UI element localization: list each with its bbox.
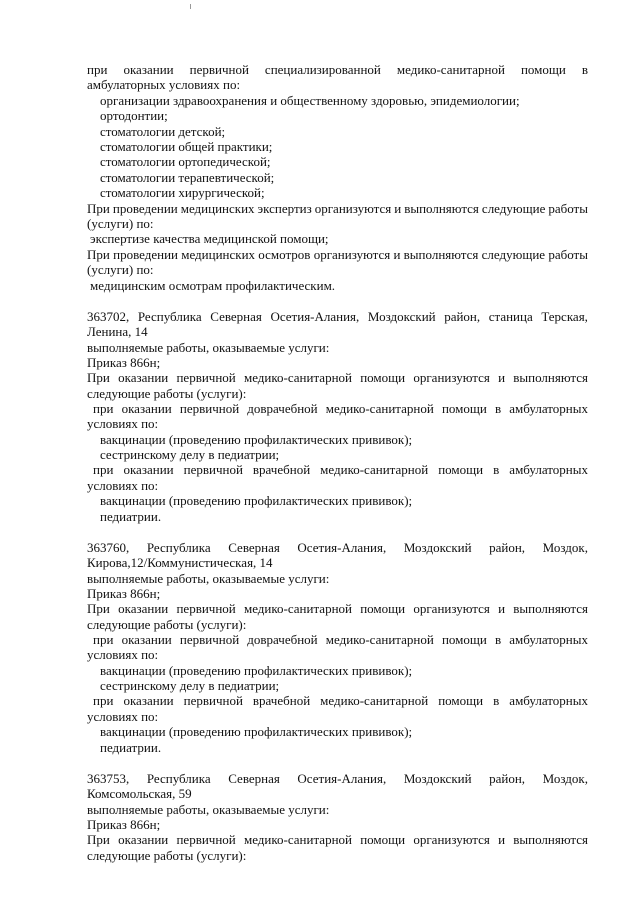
- text-line: вакцинации (проведению профилактических прививок);: [100, 724, 413, 739]
- word: оказании: [123, 62, 174, 77]
- word: оказании: [121, 401, 172, 416]
- word: оказании: [121, 632, 172, 647]
- text-line: медицинским осмотрам профилактическим.: [90, 278, 336, 293]
- word: в: [493, 693, 500, 708]
- text-line: (услуги) по:: [87, 216, 154, 231]
- word: Республика: [146, 540, 211, 555]
- word: организуются: [313, 247, 391, 262]
- word: Моздокский: [367, 309, 436, 324]
- text-line: вакцинации (проведению профилактических прививок);: [100, 493, 413, 508]
- word: медико-санитарной: [396, 62, 505, 77]
- word: помощи: [360, 601, 406, 616]
- word: экспертиз: [257, 201, 312, 216]
- word: медико-санитарной: [325, 632, 434, 647]
- text-line: педиатрии.: [100, 509, 162, 524]
- word: оказании: [123, 693, 174, 708]
- word: амбулаторных: [509, 693, 588, 708]
- word: При: [87, 370, 110, 385]
- word: первичной: [179, 632, 240, 647]
- word: проведении: [113, 247, 178, 262]
- word: При: [87, 247, 110, 262]
- word: врачебной: [252, 693, 311, 708]
- text-line: стоматологии хирургической;: [100, 185, 265, 200]
- word: оказании: [118, 832, 169, 847]
- word: медико-санитарной: [325, 401, 434, 416]
- text-line: сестринскому делу в педиатрии;: [100, 678, 280, 693]
- word: врачебной: [252, 462, 311, 477]
- word: первичной: [179, 401, 240, 416]
- text-line: [87, 62, 588, 77]
- word: работы: [548, 201, 588, 216]
- text-line: следующие работы (услуги):: [87, 848, 247, 863]
- text-line: [87, 832, 588, 847]
- word: специализированной: [264, 62, 381, 77]
- text-line: Ленина, 14: [87, 324, 148, 339]
- scan-mark: [190, 4, 191, 9]
- word: организуются: [413, 832, 490, 847]
- text-line: амбулаторных условиях по:: [87, 77, 241, 92]
- word: при: [93, 401, 114, 416]
- word: первичной: [176, 601, 236, 616]
- word: проведении: [112, 201, 178, 216]
- word: амбулаторных: [509, 632, 588, 647]
- word: медико-санитарной: [243, 370, 352, 385]
- word: Республика: [146, 771, 211, 786]
- word: первичной: [183, 462, 243, 477]
- word: Северная: [228, 540, 280, 555]
- word: район,: [489, 771, 526, 786]
- text-line: [87, 540, 588, 555]
- word: амбулаторных: [509, 462, 588, 477]
- word: Моздокский: [403, 540, 472, 555]
- word: при: [87, 62, 108, 77]
- word: Осетия-Алания,: [270, 309, 360, 324]
- text-line: условиях по:: [87, 416, 159, 431]
- word: первичной: [176, 832, 236, 847]
- word: Терская,: [541, 309, 588, 324]
- word: 363760,: [87, 540, 130, 555]
- word: выполняются: [513, 601, 588, 616]
- word: организуются: [413, 601, 490, 616]
- word: при: [93, 632, 114, 647]
- text-line: стоматологии общей практики;: [100, 139, 273, 154]
- word: доврачебной: [247, 632, 318, 647]
- word: 363702,: [87, 309, 130, 324]
- word: район,: [489, 540, 526, 555]
- text-line: выполняемые работы, оказываемые услуги:: [87, 340, 330, 355]
- text-line: вакцинации (проведению профилактических прививок);: [100, 432, 413, 447]
- word: следующие: [481, 201, 546, 216]
- text-line: следующие работы (услуги):: [87, 617, 247, 632]
- text-line: организации здравоохранения и общественному здоровью, эпидемиологии;: [100, 93, 520, 108]
- text-line: вакцинации (проведению профилактических прививок);: [100, 663, 413, 678]
- word: при: [93, 693, 114, 708]
- text-line: выполняемые работы, оказываемые услуги:: [87, 802, 330, 817]
- text-line: Приказ 866н;: [87, 817, 161, 832]
- word: Осетия-Алания,: [297, 540, 387, 555]
- word: Северная: [210, 309, 262, 324]
- word: в: [495, 401, 502, 416]
- text-line: [87, 309, 588, 324]
- word: помощи: [438, 462, 484, 477]
- word: осмотров: [258, 247, 311, 262]
- word: помощи: [441, 401, 487, 416]
- word: медико-санитарной: [243, 832, 352, 847]
- text-line: Кирова,12/Коммунистическая, 14: [87, 555, 273, 570]
- word: При: [87, 832, 110, 847]
- word: оказании: [118, 601, 169, 616]
- word: работы: [548, 247, 588, 262]
- text-line: Приказ 866н;: [87, 586, 161, 601]
- text-line: [93, 693, 588, 708]
- word: оказании: [118, 370, 169, 385]
- word: Моздок,: [542, 540, 588, 555]
- word: помощи: [520, 62, 566, 77]
- word: Республика: [137, 309, 202, 324]
- text-line: стоматологии терапевтической;: [100, 170, 275, 185]
- word: выполняются: [513, 370, 588, 385]
- word: помощи: [360, 370, 406, 385]
- word: при: [93, 462, 114, 477]
- text-line: выполняемые работы, оказываемые услуги:: [87, 571, 330, 586]
- text-line: условиях по:: [87, 478, 159, 493]
- word: медицинских: [180, 201, 255, 216]
- word: в: [495, 632, 502, 647]
- text-line: Комсомольская, 59: [87, 786, 192, 801]
- word: выполняются: [403, 247, 479, 262]
- word: и: [498, 370, 506, 385]
- word: При: [87, 201, 110, 216]
- text-line: следующие работы (услуги):: [87, 386, 247, 401]
- text-line: [87, 201, 588, 216]
- text-line: условиях по:: [87, 647, 159, 662]
- text-line: [87, 601, 588, 616]
- text-line: экспертизе качества медицинской помощи;: [90, 231, 329, 246]
- word: помощи: [438, 693, 484, 708]
- word: помощи: [441, 632, 487, 647]
- word: амбулаторных: [509, 401, 588, 416]
- text-line: [87, 370, 588, 385]
- text-line: стоматологии ортопедической;: [100, 154, 271, 169]
- text-line: ортодонтии;: [100, 108, 168, 123]
- word: первичной: [183, 693, 243, 708]
- text-line: [87, 771, 588, 786]
- word: и: [394, 201, 402, 216]
- word: доврачебной: [247, 401, 318, 416]
- word: организуются: [413, 370, 490, 385]
- text-line: [93, 632, 588, 647]
- word: и: [393, 247, 401, 262]
- text-line: [87, 247, 588, 262]
- word: станица: [488, 309, 533, 324]
- text-line: условиях по:: [87, 709, 159, 724]
- word: Северная: [228, 771, 280, 786]
- word: При: [87, 601, 110, 616]
- word: медико-санитарной: [243, 601, 352, 616]
- word: 363753,: [87, 771, 130, 786]
- text-line: [93, 462, 588, 477]
- word: первичной: [176, 370, 236, 385]
- text-line: [93, 401, 588, 416]
- word: помощи: [360, 832, 406, 847]
- word: выполняются: [404, 201, 479, 216]
- word: и: [498, 832, 506, 847]
- word: район,: [444, 309, 481, 324]
- word: и: [498, 601, 506, 616]
- word: медицинских: [181, 247, 256, 262]
- text-line: Приказ 866н;: [87, 355, 161, 370]
- word: Моздокский: [403, 771, 472, 786]
- word: в: [581, 62, 588, 77]
- word: Осетия-Алания,: [297, 771, 387, 786]
- word: первичной: [189, 62, 249, 77]
- word: оказании: [123, 462, 174, 477]
- word: следующие: [481, 247, 546, 262]
- text-line: педиатрии.: [100, 740, 162, 755]
- word: медико-санитарной: [320, 693, 429, 708]
- word: Моздок,: [542, 771, 588, 786]
- text-line: (услуги) по:: [87, 262, 154, 277]
- word: выполняются: [513, 832, 588, 847]
- text-line: сестринскому делу в педиатрии;: [100, 447, 280, 462]
- text-line: стоматологии детской;: [100, 124, 226, 139]
- word: организуются: [314, 201, 392, 216]
- word: в: [493, 462, 500, 477]
- word: медико-санитарной: [320, 462, 429, 477]
